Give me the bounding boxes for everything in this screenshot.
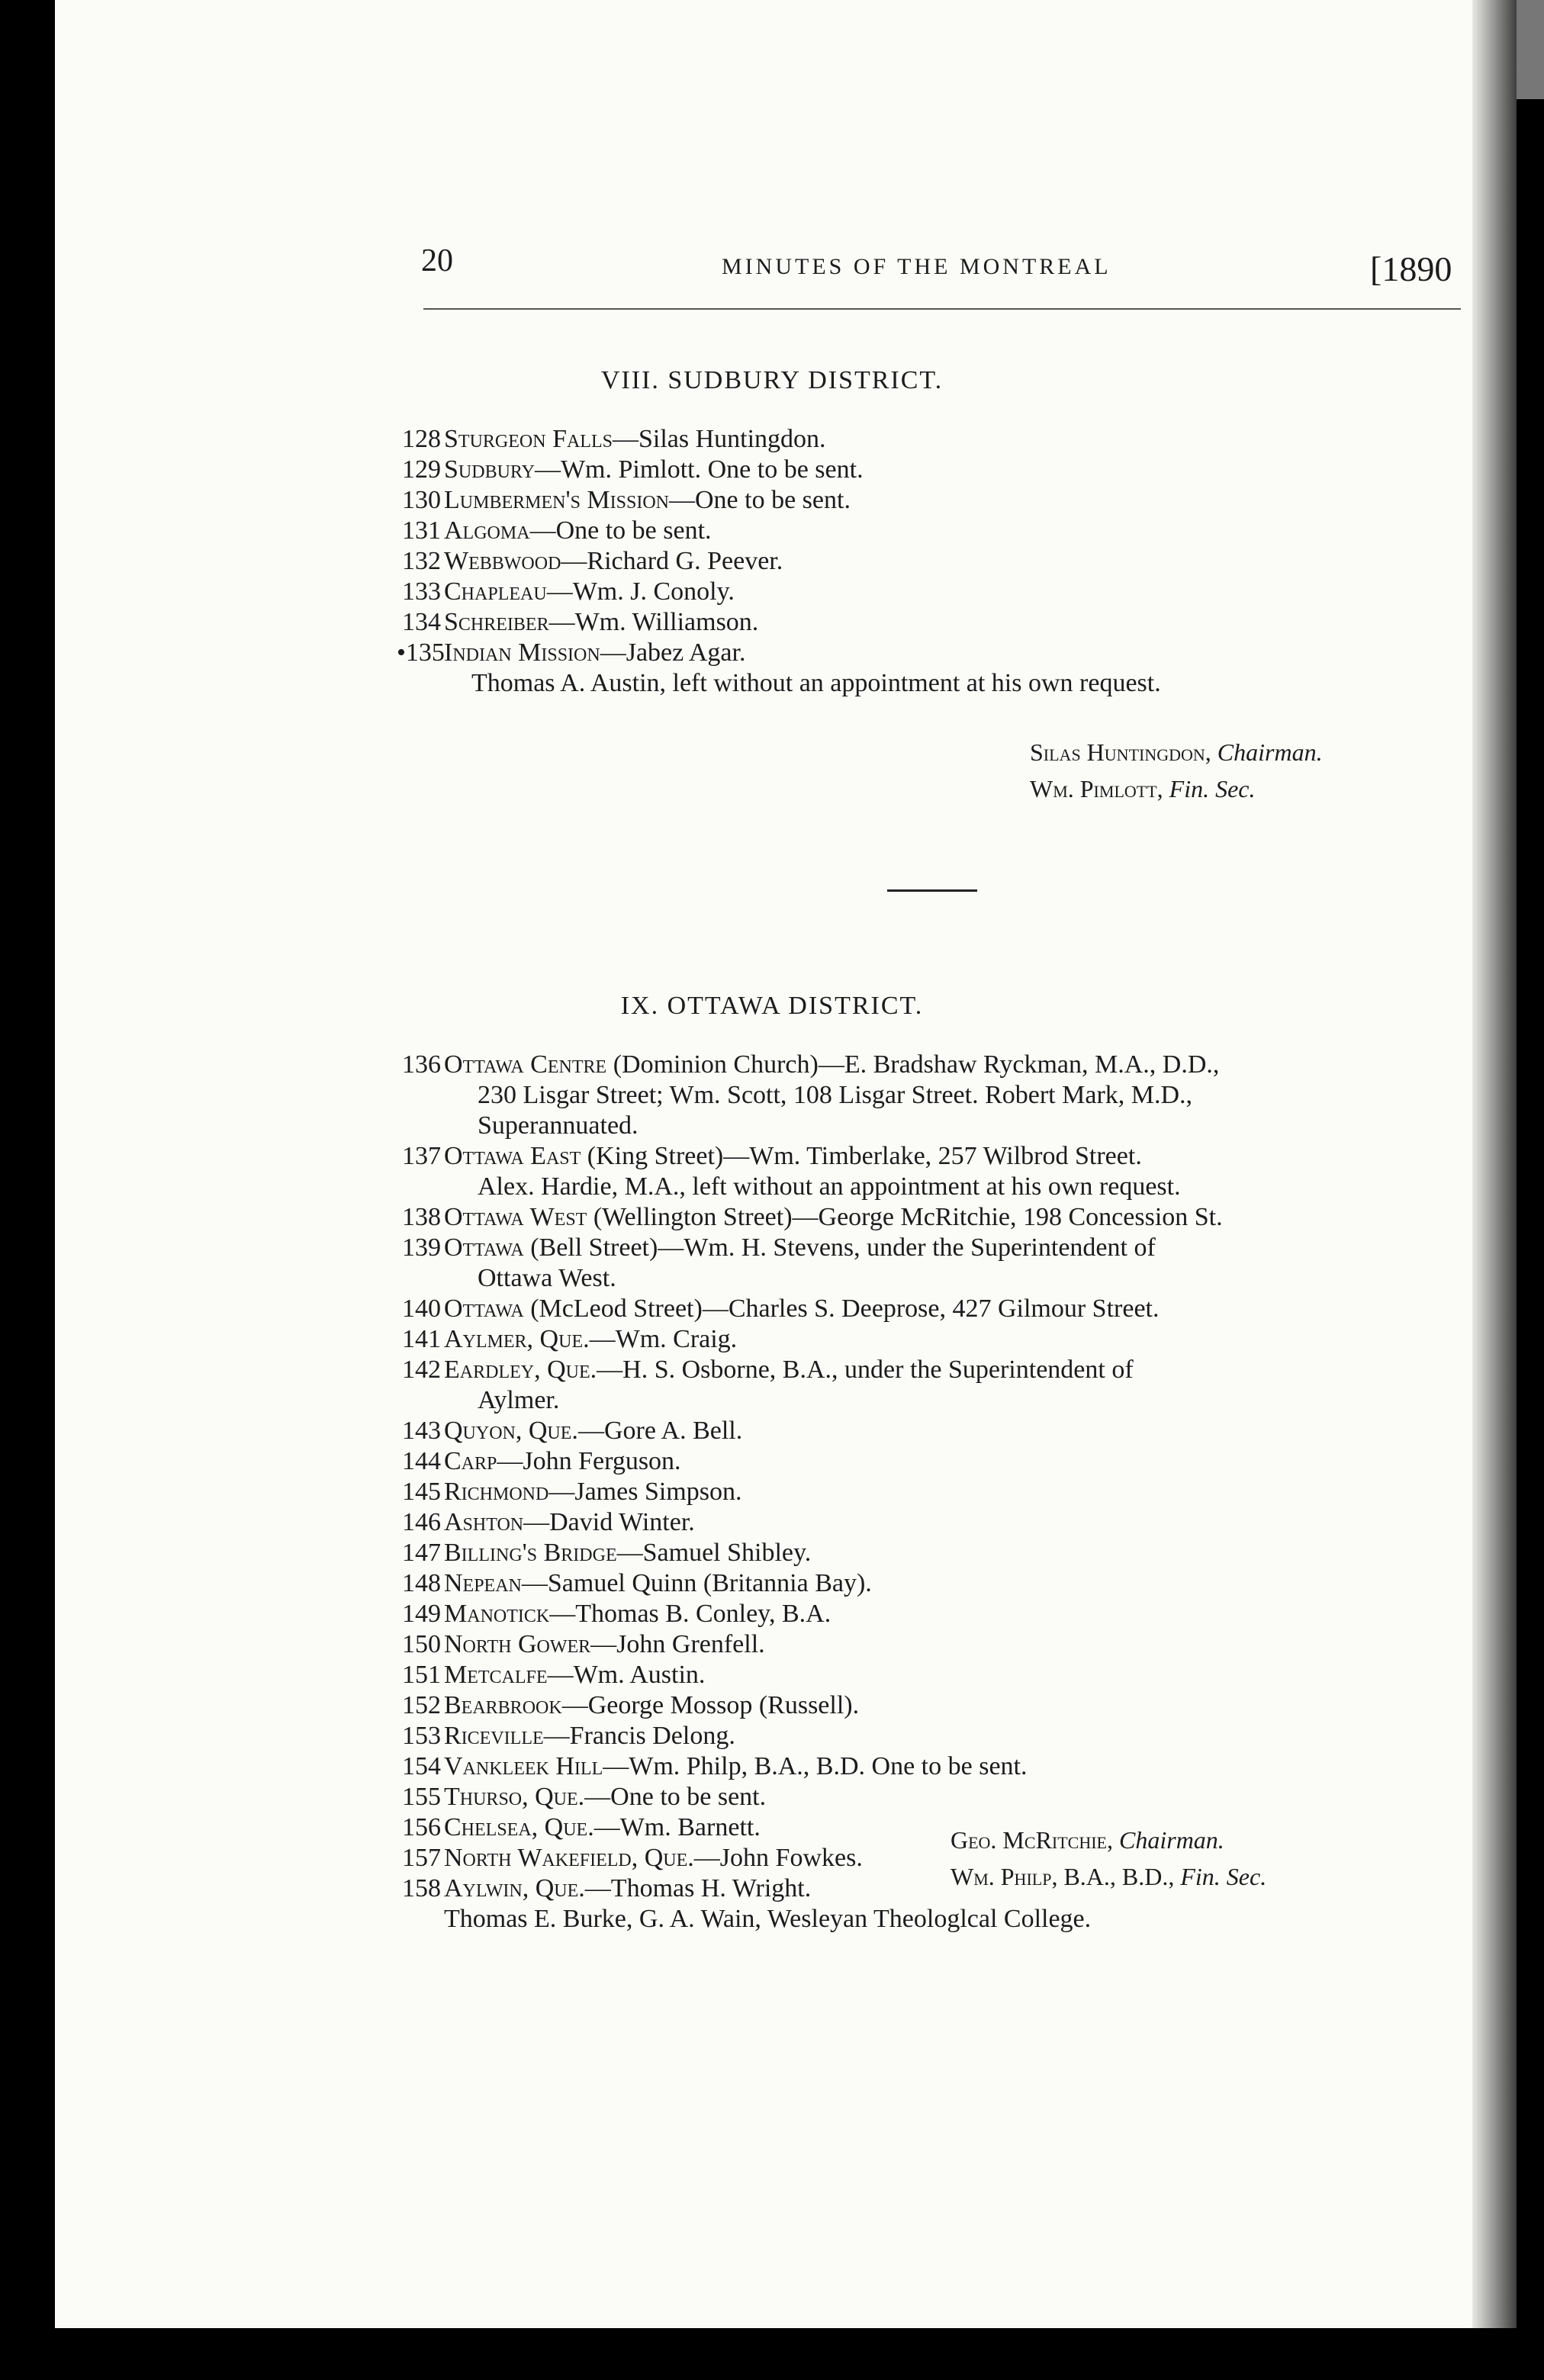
circuit-name: Schreiber (444, 608, 549, 636)
list-item (397, 1141, 1465, 1202)
chairman-name: Silas Huntingdon, (1030, 738, 1211, 766)
district-note: Thomas A. Austin, left without an appointment at his own request. (471, 669, 1161, 697)
entry-number: 155 (402, 1783, 441, 1811)
ottawa-district-title: IX. OTTAWA DISTRICT. (620, 992, 924, 1020)
list-item (397, 1446, 1465, 1477)
circuit-name: Aylwin, Que. (444, 1874, 585, 1902)
list-item (397, 607, 1465, 638)
section-divider (887, 889, 977, 892)
entry-number: 128 (402, 425, 441, 453)
ottawa-entries (397, 1050, 1465, 1935)
sudbury-entries (397, 424, 1465, 699)
continuation-line: Ottawa West. (478, 1264, 616, 1292)
appointment-text: —Francis Delong. (543, 1722, 735, 1750)
list-item (397, 1568, 1465, 1599)
entry-number: 130 (402, 486, 441, 514)
appointment-text: (McLeod Street)—Charles S. Deeprose, 427 Gilmour Street. (523, 1295, 1160, 1323)
chairman-role: Chairman. (1217, 738, 1323, 766)
appointment-text: (Dominion Church)—E. Bradshaw Ryckman, M.A., D.D., (606, 1050, 1220, 1079)
sudbury-signatures (1030, 734, 1323, 807)
list-item (397, 1660, 1465, 1690)
list-item (397, 1629, 1465, 1660)
list-item (397, 1416, 1465, 1446)
appointment-text: —One to be sent. (669, 486, 851, 514)
entry-number: 148 (402, 1569, 441, 1597)
ottawa-signatures (951, 1822, 1266, 1895)
appointment-text: —John Fowkes. (693, 1844, 863, 1872)
list-item (397, 1690, 1465, 1721)
appointment-text: —Wm. Austin. (547, 1661, 706, 1689)
appointment-text: —Wm. Barnett. (593, 1813, 761, 1841)
entry-number: 152 (402, 1691, 441, 1719)
district-note: Thomas E. Burke, G. A. Wain, Wesleyan Theologlcal College. (444, 1905, 1092, 1933)
list-item (397, 1721, 1465, 1751)
entry-number: 141 (402, 1325, 441, 1353)
appointment-text: —Wm. Williamson. (548, 608, 759, 636)
appointment-text: —David Winter. (523, 1508, 695, 1536)
appointment-text: (King Street)—Wm. Timberlake, 257 Wilbrod Street. (581, 1142, 1142, 1170)
circuit-name: Chelsea, Que. (444, 1813, 594, 1841)
entry-number: 146 (402, 1508, 441, 1536)
entry-number: 133 (402, 577, 441, 606)
list-item (397, 516, 1465, 546)
secretary-role: Fin. Sec. (1169, 775, 1256, 802)
list-item (397, 1843, 1465, 1873)
circuit-name: Ashton (444, 1508, 524, 1536)
entry-number: 136 (402, 1050, 441, 1079)
appointment-text: —Wm. Philp, B.A., B.D. One to be sent. (603, 1752, 1028, 1780)
appointment-text: —One to be sent. (584, 1783, 767, 1811)
chairman-name: Geo. McRitchie, (951, 1826, 1113, 1854)
entry-number: 134 (402, 608, 441, 636)
circuit-name: Sudbury (444, 455, 535, 484)
circuit-name: Nepean (444, 1569, 522, 1597)
appointment-text: —Thomas B. Conley, B.A. (549, 1600, 832, 1628)
appointment-text: (Wellington Street)—George McRitchie, 198 Concession St. (587, 1203, 1223, 1231)
appointment-text: —John Ferguson. (497, 1447, 681, 1475)
circuit-name: Ottawa (444, 1233, 524, 1262)
entry-number: 145 (402, 1478, 441, 1506)
circuit-name: Ottawa West (444, 1203, 587, 1231)
page-number: 20 (421, 243, 453, 278)
appointment-text: —Thomas H. Wright. (584, 1874, 812, 1902)
appointment-text: —Samuel Quinn (Britannia Bay). (521, 1569, 872, 1597)
entry-number: 150 (402, 1630, 441, 1658)
entry-number: 158 (402, 1874, 441, 1902)
list-item (397, 1477, 1465, 1507)
sudbury-district-title: VIII. SUDBURY DISTRICT. (600, 366, 944, 394)
list-item (397, 1233, 1465, 1294)
list-item (397, 424, 1465, 455)
list-item (397, 546, 1465, 577)
circuit-name: Billing's Bridge (444, 1539, 617, 1567)
circuit-name: Riceville (444, 1722, 544, 1750)
secretary-name: Wm. Pimlott, (1030, 775, 1163, 802)
list-item (397, 1538, 1465, 1568)
entry-number: 131 (402, 516, 441, 545)
list-item (397, 1202, 1465, 1233)
appointment-text: —H. S. Osborne, B.A., under the Superintendent of (597, 1356, 1134, 1384)
list-item (397, 485, 1465, 516)
entry-number: 157 (402, 1844, 441, 1872)
entry-number: 154 (402, 1752, 441, 1780)
list-item (397, 1294, 1465, 1324)
appointment-text: —Gore A. Bell. (577, 1417, 743, 1445)
circuit-name: Carp (444, 1447, 497, 1475)
entry-number: 140 (402, 1295, 441, 1323)
list-item (397, 1599, 1465, 1629)
list-item (397, 1812, 1465, 1843)
entry-number: 153 (402, 1722, 441, 1750)
circuit-name: Eardley, Que. (444, 1356, 597, 1384)
running-year: [1890 (1370, 249, 1452, 288)
appointment-text: —Richard G. Peever. (561, 547, 783, 575)
entry-number: 149 (402, 1600, 441, 1628)
entry-number: 137 (402, 1142, 441, 1170)
list-item (397, 455, 1465, 485)
list-item (397, 1050, 1465, 1141)
circuit-name: Algoma (444, 516, 530, 545)
circuit-name: Ottawa Centre (444, 1050, 607, 1079)
circuit-name: Ottawa (444, 1295, 524, 1323)
list-item (397, 1355, 1465, 1416)
list-item (397, 577, 1465, 607)
header-rule (423, 308, 1461, 310)
appointment-text: —Jabez Agar. (600, 638, 746, 667)
entry-number: 151 (402, 1661, 441, 1689)
circuit-name: Ottawa East (444, 1142, 581, 1170)
circuit-name: Sturgeon Falls (444, 425, 613, 453)
entry-number: 129 (402, 455, 441, 484)
appointment-text: —Silas Huntingdon. (612, 425, 826, 453)
appointment-text: —Wm. Craig. (589, 1325, 738, 1353)
circuit-name: Chapleau (444, 577, 547, 606)
continuation-line: 230 Lisgar Street; Wm. Scott, 108 Lisgar Street. Robert Mark, M.D., (478, 1081, 1193, 1109)
circuit-name: Vankleek Hill (444, 1752, 603, 1780)
entry-number: 142 (402, 1356, 441, 1384)
circuit-name: North Wakefield, Que. (444, 1844, 694, 1872)
circuit-name: Lumbermen's Mission (444, 486, 669, 514)
appointment-text: —George Mossop (Russell). (561, 1691, 860, 1719)
list-item (397, 1324, 1465, 1355)
circuit-name: Quyon, Que. (444, 1417, 578, 1445)
list-item (397, 1751, 1465, 1782)
appointment-text: —John Grenfell. (590, 1630, 765, 1658)
list-item (397, 1782, 1465, 1812)
entry-number: 138 (402, 1203, 441, 1231)
circuit-name: Webbwood (444, 547, 561, 575)
circuit-name: Metcalfe (444, 1661, 548, 1689)
appointment-text: —Wm. J. Conoly. (546, 577, 735, 606)
secretary-name: Wm. Philp, B.A., B.D., (951, 1863, 1175, 1890)
continuation-line: Aylmer. (478, 1386, 560, 1414)
entry-number: 139 (402, 1233, 441, 1262)
appointment-text: —One to be sent. (529, 516, 712, 545)
entry-number: 147 (402, 1539, 441, 1567)
entry-number: 143 (402, 1417, 441, 1445)
list-item (397, 638, 1465, 668)
entry-number: 144 (402, 1447, 441, 1475)
circuit-name: Thurso, Que. (444, 1783, 585, 1811)
appointment-text: —James Simpson. (548, 1478, 742, 1506)
continuation-line: Alex. Hardie, M.A., left without an appointment at his own request. (478, 1172, 1181, 1201)
circuit-name: Aylmer, Que. (444, 1325, 590, 1353)
circuit-name: Richmond (444, 1478, 549, 1506)
chairman-role: Chairman. (1119, 1826, 1224, 1854)
continuation-line: Superannuated. (478, 1111, 639, 1140)
entry-number: 132 (402, 547, 441, 575)
entry-number: •135 (397, 638, 445, 667)
appointment-text: —Wm. Pimlott. One to be sent. (534, 455, 864, 484)
list-item (397, 1873, 1465, 1904)
circuit-name: North Gower (444, 1630, 591, 1658)
running-title: MINUTES OF THE MONTREAL (722, 254, 1111, 279)
secretary-role: Fin. Sec. (1180, 1863, 1267, 1890)
appointment-text: —Samuel Shibley. (616, 1539, 812, 1567)
circuit-name: Bearbrook (444, 1691, 562, 1719)
circuit-name: Manotick (444, 1600, 550, 1628)
list-item (397, 1507, 1465, 1538)
appointment-text: (Bell Street)—Wm. H. Stevens, under the Superintendent of (523, 1233, 1156, 1262)
circuit-name: Indian Mission (444, 638, 600, 667)
entry-number: 156 (402, 1813, 441, 1841)
